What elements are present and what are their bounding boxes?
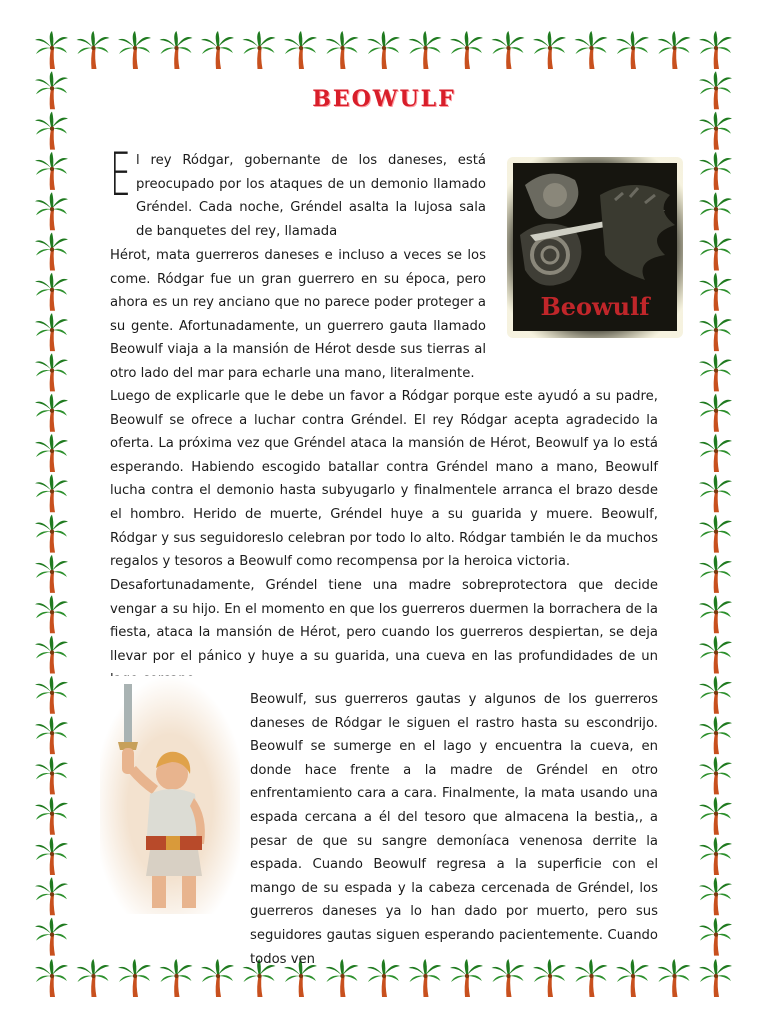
palm-tree-icon: [35, 31, 68, 69]
palm-tree-icon: [35, 152, 68, 190]
palm-tree-icon: [699, 756, 732, 794]
paragraph-1-body: Hérot, mata guerreros daneses e incluso a veces se los come. Ródgar fue un gran guerrero en su época, pero ahora es un rey anciano que no parece poder proteger a su gente. Afortunadamente, un guerrero gauta llamado Beowulf viaja a la mansión de Hérot desde sus tierras al otro lado del mar para echarle una mano, literalmente.: [110, 248, 486, 381]
palm-tree-icon: [35, 434, 68, 472]
palm-tree-icon: [699, 918, 732, 956]
palm-tree-icon: [699, 31, 732, 69]
palm-tree-icon: [77, 959, 110, 997]
palm-tree-icon: [77, 31, 110, 69]
palm-tree-icon: [699, 152, 732, 190]
page-title: BEOWULF: [312, 86, 456, 112]
palm-tree-icon: [699, 233, 732, 271]
palm-tree-icon: [699, 192, 732, 230]
palm-tree-icon: [575, 31, 608, 69]
palm-tree-icon: [699, 394, 732, 432]
palm-tree-icon: [533, 31, 566, 69]
paragraph-3: Desafortunadamente, Gréndel tiene una madre sobreprotectora que decide vengar a su hijo. En el momento en que los guerreros duermen la borrachera de la fiesta, ataca la mansión de Hérot, pero cuando los guerreros despiertan, se deja llevar por el pánico y huye a su guarida, una cueva en las profundidades de un: [110, 578, 658, 664]
palm-tree-icon: [699, 595, 732, 633]
palm-tree-icon: [699, 434, 732, 472]
palm-tree-icon: [699, 797, 732, 835]
palm-tree-icon: [35, 756, 68, 794]
palm-tree-icon: [160, 959, 193, 997]
palm-tree-icon: [35, 959, 68, 997]
paragraph-2: Luego de explicarle que le debe un favor a Ródgar porque este ayudó a su padre, Beowulf se ofrece a luchar contra Gréndel. El rey Ródgar acepta agradecido la oferta. La próxima vez que Gréndel ataca la mansión de Hérot, Beowulf ya lo está esperando. Habiendo escogido batallar contra Gréndel mano a mano, Beowulf lucha contra el demonio hasta subyugarlo y finalmentele arranca el brazo desde el hombro. Herido de muerte, Gréndel huye a su guarida y muere. Beowulf, Ródgar y sus seguidoreslo celebran por todo lo alto. Ródgar también le da muchos regalos y tesoros a Beowulf como recompensa por la heroica victoria.: [110, 389, 658, 570]
palm-tree-icon: [699, 877, 732, 915]
palm-tree-icon: [409, 31, 442, 69]
beowulf-hero-image: [100, 676, 240, 914]
palm-tree-icon: [35, 313, 68, 351]
palm-tree-icon: [35, 716, 68, 754]
palm-tree-icon: [35, 515, 68, 553]
palm-tree-icon: [35, 918, 68, 956]
palm-tree-icon: [201, 31, 234, 69]
palm-tree-icon: [616, 31, 649, 69]
cover-caption: Beowulf: [540, 292, 650, 321]
palm-tree-icon: [35, 353, 68, 391]
palm-tree-icon: [35, 797, 68, 835]
palm-tree-icon: [160, 31, 193, 69]
palm-tree-icon: [326, 31, 359, 69]
palm-tree-icon: [35, 877, 68, 915]
palm-tree-icon: [658, 31, 691, 69]
palm-tree-icon: [118, 959, 151, 997]
palm-tree-icon: [699, 273, 732, 311]
palm-tree-icon: [658, 959, 691, 997]
palm-tree-icon: [201, 959, 234, 997]
palm-tree-icon: [35, 555, 68, 593]
palm-tree-icon: [699, 313, 732, 351]
palm-tree-icon: [699, 515, 732, 553]
palm-tree-icon: [284, 31, 317, 69]
palm-tree-icon: [35, 192, 68, 230]
palm-tree-icon: [699, 555, 732, 593]
palm-tree-icon: [35, 474, 68, 512]
palm-tree-icon: [492, 31, 525, 69]
palm-tree-icon: [35, 112, 68, 150]
palm-tree-icon: [450, 31, 483, 69]
palm-tree-icon: [699, 353, 732, 391]
palm-tree-icon: [35, 394, 68, 432]
palm-tree-icon: [243, 31, 276, 69]
palm-tree-icon: [35, 636, 68, 674]
palm-tree-icon: [699, 474, 732, 512]
palm-tree-icon: [699, 112, 732, 150]
palm-tree-icon: [699, 959, 732, 997]
palm-tree-icon: [367, 31, 400, 69]
palm-tree-icon: [35, 837, 68, 875]
palm-tree-icon: [35, 595, 68, 633]
paragraph-4: Beowulf, sus guerreros gautas y algunos de los guerreros daneses de Ródgar le siguen el rastro hasta su escondrijo. Beowulf se sumerge en el lago y encuentra la cueva, en donde hace frente a la madre de Gréndel en otro enfrentamiento cara a cara. Finalmente, la mata usando una espada cercana a él del tesoro que almacena la bestia,, a pesar de que su sangre demoníaca venenosa derrite la espada. Cuando Beowulf regresa a la superficie con el mango de su espada y la cabeza cercenada de Gréndel, los guerreros daneses ya lo han dado por muerto, pero sus seguidores gautas siguen esperando pacientemente. Cuando todos ven: [250, 692, 658, 967]
palm-tree-icon: [118, 31, 151, 69]
paragraph-1-intro: l rey Ródgar, gobernante de los daneses, está preocupado por los ataques de un demonio llamado Gréndel. Cada noche, Gréndel asalta la lujosa sala de banquetes del rey, llamada: [136, 153, 486, 239]
palm-tree-icon: [35, 233, 68, 271]
palm-tree-icon: [699, 716, 732, 754]
palm-tree-icon: [699, 676, 732, 714]
drop-cap: E: [110, 140, 131, 210]
palm-tree-icon: [699, 636, 732, 674]
palm-tree-icon: [35, 273, 68, 311]
palm-tree-icon: [35, 676, 68, 714]
beowulf-cover-image: [505, 155, 685, 340]
palm-tree-icon: [699, 837, 732, 875]
